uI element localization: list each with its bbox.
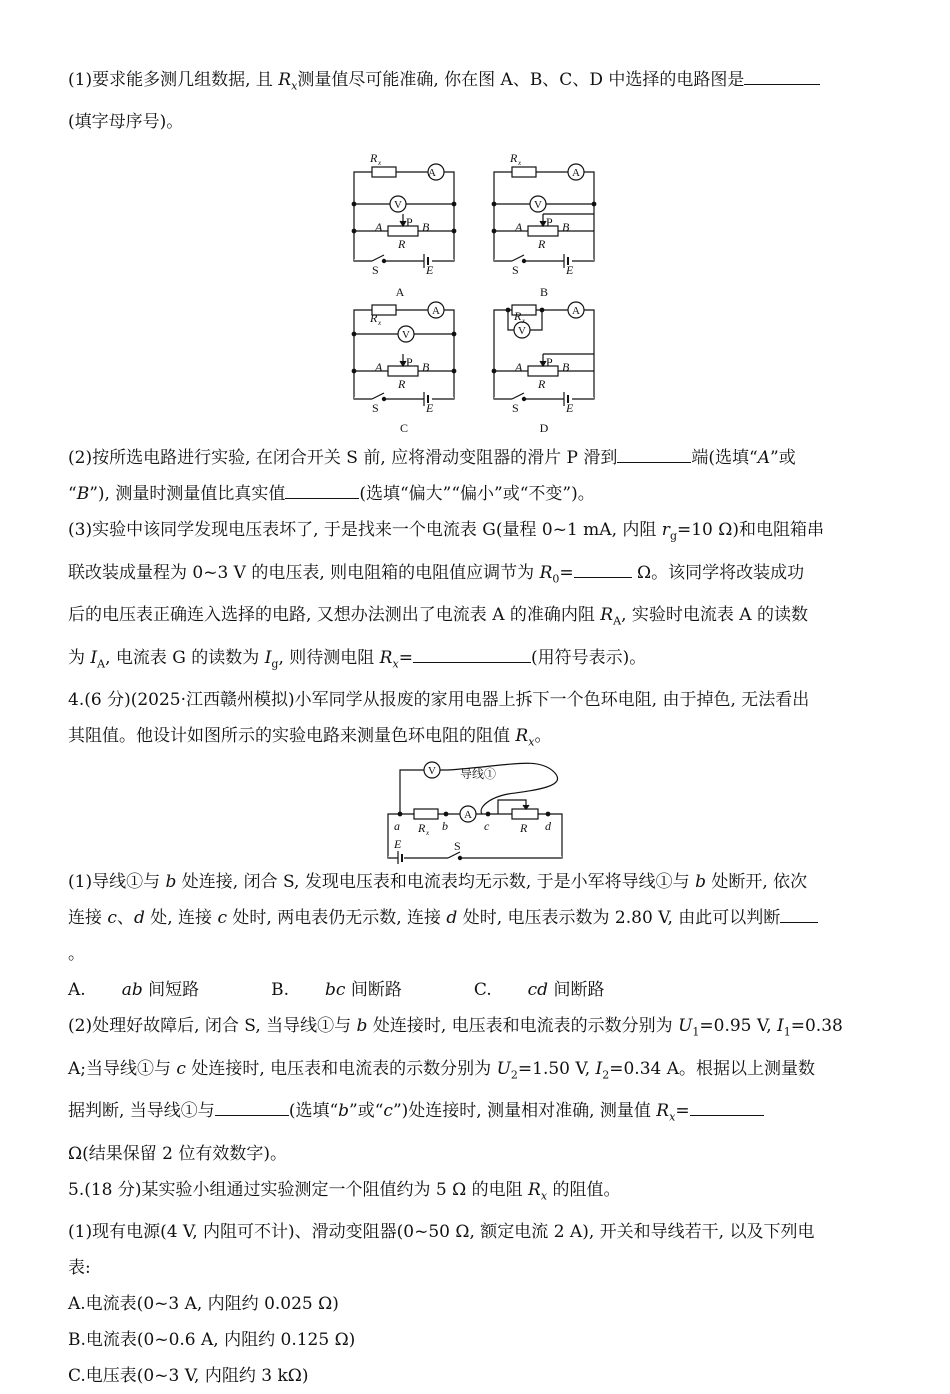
answer-blank[interactable] — [285, 480, 359, 499]
svg-text:A: A — [375, 360, 383, 375]
circuit-figure-abcd — [68, 146, 888, 436]
svg-text:R: R — [398, 377, 406, 392]
q3-part1: (1)要求能多测几组数据, 且 $R_x$测量值尽可能准确, 你在图 A、B、C、D 中选择的电路图是 (填字母序号)。 — [68, 62, 888, 140]
svg-text:P: P — [406, 355, 413, 370]
svg-text:E: E — [426, 263, 434, 278]
svg-text:x: x — [426, 829, 430, 838]
svg-text:A: A — [572, 167, 580, 180]
answer-blank[interactable] — [574, 559, 632, 578]
svg-text:x: x — [518, 159, 522, 168]
q5-option-a: A.电流表(0~3 A, 内阻约 0.025 Ω) — [68, 1293, 339, 1314]
svg-text:x: x — [522, 317, 526, 326]
svg-text:V: V — [534, 199, 542, 212]
svg-text:S: S — [512, 401, 519, 416]
q4-part1: (1)导线①与 b 处连接, 闭合 S, 发现电压表和电流表均无示数, 于是小军将导线①与 b 处断开, 依次 连接 c、d 处, 连接 c 处时, 两电表仍无示数, 连接 d 处时, 电压表示数为 2.80 V, 由此可以判断 。 — [68, 864, 888, 972]
circuit-b — [492, 164, 596, 268]
svg-text:V: V — [402, 329, 410, 342]
q4-options — [68, 972, 888, 1008]
svg-text:a: a — [394, 819, 400, 834]
svg-text:d: d — [545, 819, 551, 834]
answer-blank[interactable] — [413, 644, 531, 663]
svg-text:c: c — [484, 819, 490, 834]
svg-text:R: R — [370, 151, 378, 166]
svg-text:P: P — [546, 215, 553, 230]
circuit-a — [352, 164, 456, 268]
svg-text:P: P — [546, 355, 553, 370]
svg-text:R: R — [520, 821, 528, 836]
svg-text:R: R — [370, 311, 378, 326]
svg-text:R: R — [510, 151, 518, 166]
svg-text:R: R — [514, 309, 522, 324]
svg-text:V: V — [394, 199, 402, 212]
answer-blank[interactable] — [617, 444, 691, 463]
svg-text:A: A — [375, 220, 383, 235]
q5-option-b: B.电流表(0~0.6 A, 内阻约 0.125 Ω) — [68, 1329, 356, 1350]
svg-text:A: A — [515, 360, 523, 375]
svg-text:B: B — [562, 220, 570, 235]
svg-text:E: E — [426, 401, 434, 416]
q3-part2: (2)按所选电路进行实验, 在闭合开关 S 前, 应将滑动变阻器的滑片 P 滑到 端(选填“A”或 “B”), 测量时测量值比真实值 (选填“偏大”“偏小”或“不变”)。 — [68, 440, 888, 512]
option-c[interactable]: C. cd 间断路 — [473, 980, 605, 1001]
svg-text:B: B — [562, 360, 570, 375]
svg-text:A: A — [464, 809, 472, 822]
answer-blank[interactable] — [215, 1097, 289, 1116]
svg-text:R: R — [538, 237, 546, 252]
q4-heading: 4.(6 分)(2025·江西赣州模拟)小军同学从报废的家用电器上拆下一个色环电阻, 由于掉色, 无法看出 其阻值。他设计如图所示的实验电路来测量色环电阻的阻值 $R_x$。 — [68, 689, 810, 749]
svg-text:B: B — [539, 285, 549, 300]
svg-text:A: A — [572, 305, 580, 318]
q3-part3: (3)实验中该同学发现电压表坏了, 于是找来一个电流表 G(量程 0~1 mA, 内阻 $r_g=10$ Ω)和电阻箱串 联改装成量程为 0~3 V 的电压表, 则电阻箱的电阻值应调节为 $R_0= \Omega$。该同学将改装成功 后的电压表正确连入选择的电路, 又想办法测出了电流表 A 的准确内阻 $R_A$, 实验时电流表 A 的读数 为 $I_A$, 电流表 G 的读数为 $I_g$, 则待测电阻 $R_x=$ (用符号表示)。 — [68, 520, 824, 670]
svg-text:A: A — [395, 285, 405, 300]
option-a[interactable]: A. ab 间短路 — [68, 980, 200, 1001]
svg-text:B: B — [422, 220, 430, 235]
svg-text:P: P — [406, 215, 413, 230]
answer-blank[interactable] — [744, 66, 820, 85]
svg-text:A: A — [428, 167, 436, 180]
svg-text:E: E — [566, 263, 574, 278]
answer-blank[interactable] — [780, 904, 818, 923]
svg-text:b: b — [442, 819, 448, 834]
svg-text:E: E — [394, 837, 402, 852]
svg-text:B: B — [422, 360, 430, 375]
svg-text:C: C — [399, 421, 409, 436]
svg-text:x: x — [378, 159, 382, 168]
svg-text:D: D — [539, 421, 549, 436]
q5-option-c: C.电压表(0~3 V, 内阻约 3 kΩ) — [68, 1365, 309, 1386]
svg-text:A: A — [432, 305, 440, 318]
q5-heading: 5.(18 分)某实验小组通过实验测定一个阻值约为 5 Ω 的电阻 $R_x$ 的阻值。 — [68, 1179, 621, 1202]
svg-text:S: S — [372, 401, 379, 416]
option-b[interactable]: B. bc 间断路 — [271, 980, 402, 1001]
svg-text:R: R — [418, 821, 426, 836]
svg-text:S: S — [512, 263, 519, 278]
svg-text:R: R — [538, 377, 546, 392]
document-page — [68, 62, 888, 1394]
svg-text:导线①: 导线① — [460, 767, 497, 782]
answer-blank[interactable] — [690, 1097, 764, 1116]
svg-text:R: R — [398, 237, 406, 252]
q4-part2: (2)处理好故障后, 闭合 S, 当导线①与 b 处连接时, 电压表和电流表的示数分别为 $U_1=0.95$ V, $I_1=0.38$ A;当导线①与 c 处连接时, 电压表和电流表的示数分别为 $U_2=1.50$ V, $I_2=0.34$ A。根据以上测量数 据判断, 当导线①与 (选填“b”或“c”)处连接时, 测量相对准确, 测量值 $R_x=$ Ω(结果保留 2 位有效数字)。 — [68, 1016, 843, 1164]
svg-text:E: E — [566, 401, 574, 416]
circuit-figure-wire — [68, 760, 888, 864]
svg-text:A: A — [515, 220, 523, 235]
svg-text:S: S — [372, 263, 379, 278]
q5-part1: (1)现有电源(4 V, 内阻可不计)、滑动变阻器(0~50 Ω, 额定电流 2 A), 开关和导线若干, 以及下列电 表: — [68, 1221, 815, 1278]
svg-text:S: S — [454, 839, 461, 854]
svg-text:x: x — [378, 319, 382, 328]
svg-text:V: V — [428, 765, 436, 778]
svg-text:V: V — [518, 325, 526, 338]
